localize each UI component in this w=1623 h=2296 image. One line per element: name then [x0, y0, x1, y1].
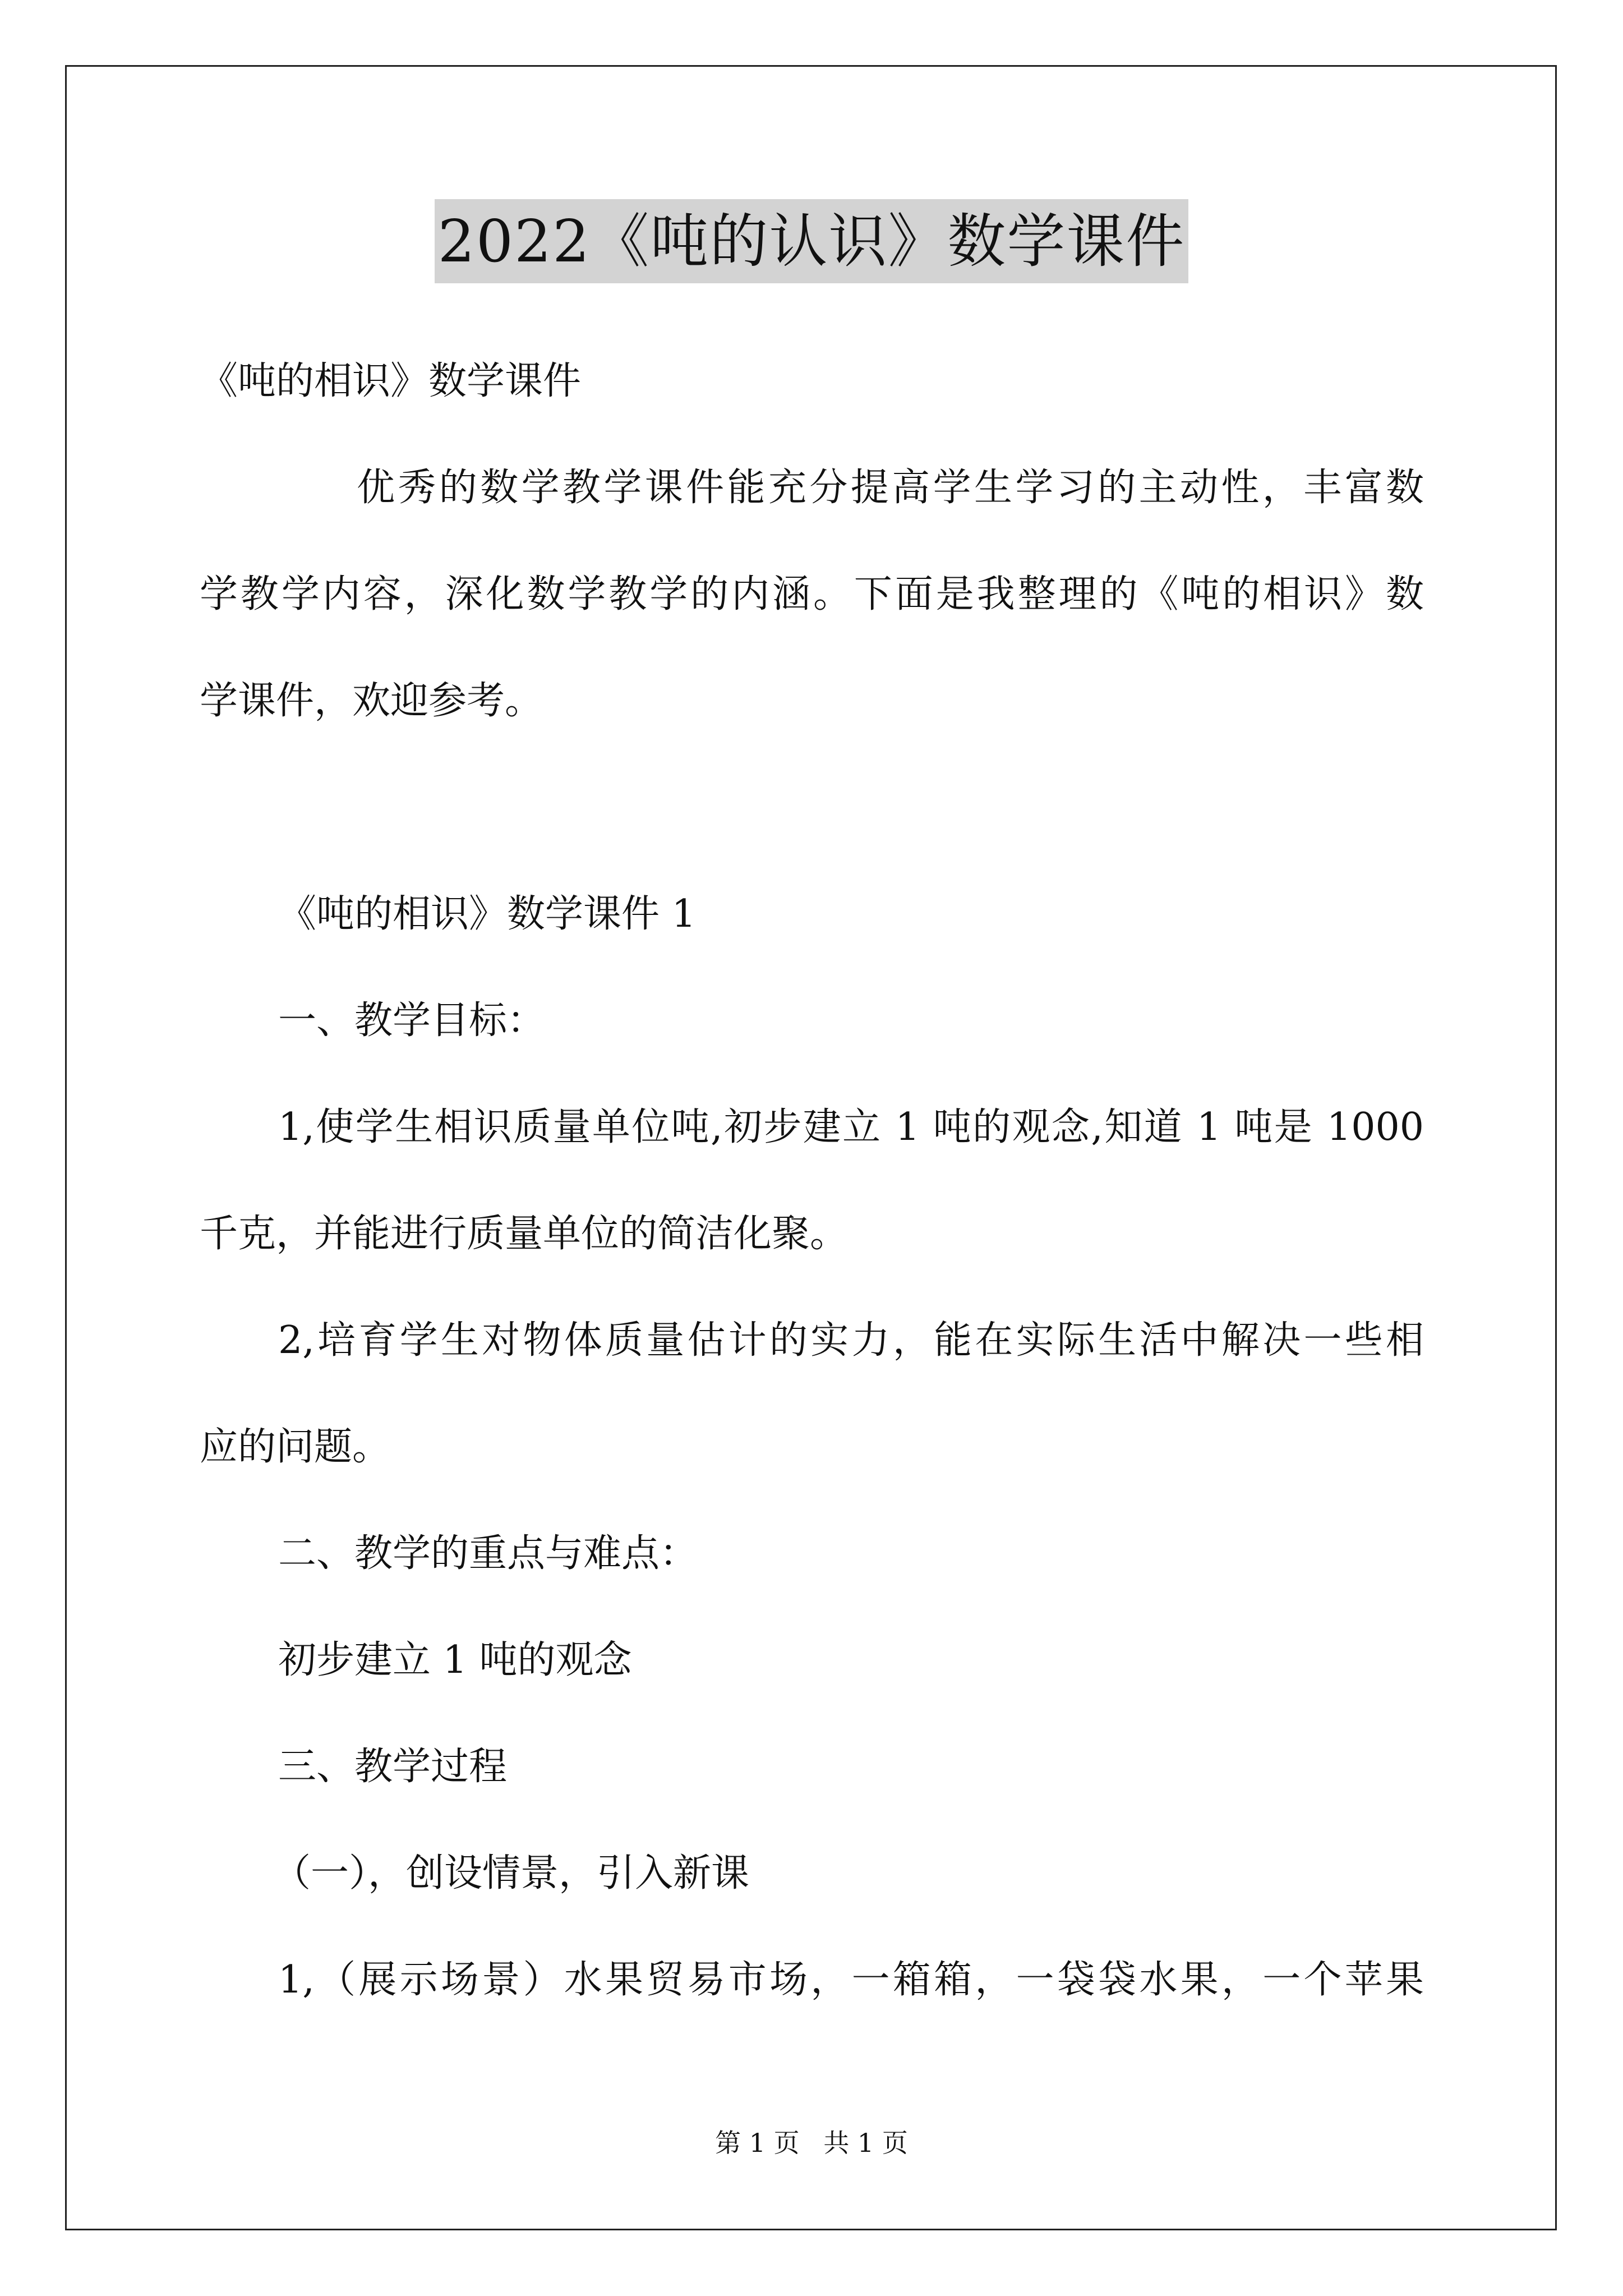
goal-2-line-2: 应的问题。 [200, 1425, 391, 1469]
page-footer [0, 2126, 1623, 2160]
document-subtitle: 《吨的相识》数学课件 [200, 359, 582, 403]
heading-process: 三、教学过程 [278, 1745, 508, 1789]
page-total: 共 1 页 [823, 2128, 908, 2158]
goal-1-line-1: 1,使学生相识质量单位吨,初步建立 1 吨的观念,知道 1 吨是 1000 [278, 1105, 1424, 1149]
intro-line-2: 学教学内容，深化数学教学的内涵。下面是我整理的《吨的相识》数 [200, 572, 1424, 616]
process-step-1: （一），创设情景，引入新课 [273, 1851, 750, 1895]
section-title: 《吨的相识》数学课件 1 [278, 892, 696, 936]
heading-goals: 一、教学目标： [278, 999, 546, 1043]
heading-key-points: 二、教学的重点与难点： [278, 1531, 698, 1576]
process-step-1-item: 1,（展示场景）水果贸易市场，一箱箱，一袋袋水果，一个苹果 [278, 1958, 1424, 2002]
intro-line-1: 优秀的数学教学课件能充分提高学生学习的主动性，丰富数 [357, 466, 1424, 510]
goal-2-line-1: 2,培育学生对物体质量估计的实力，能在实际生活中解决一些相 [278, 1318, 1424, 1363]
page-number: 第 1 页 [715, 2128, 800, 2158]
goal-1-line-2: 千克，并能进行质量单位的简洁化聚。 [200, 1212, 849, 1256]
document-title: 2022《吨的认识》数学课件 [435, 199, 1189, 283]
key-point: 初步建立 1 吨的观念 [278, 1638, 632, 1682]
title-container [0, 199, 1623, 283]
intro-line-3: 学课件，欢迎参考。 [200, 679, 543, 723]
